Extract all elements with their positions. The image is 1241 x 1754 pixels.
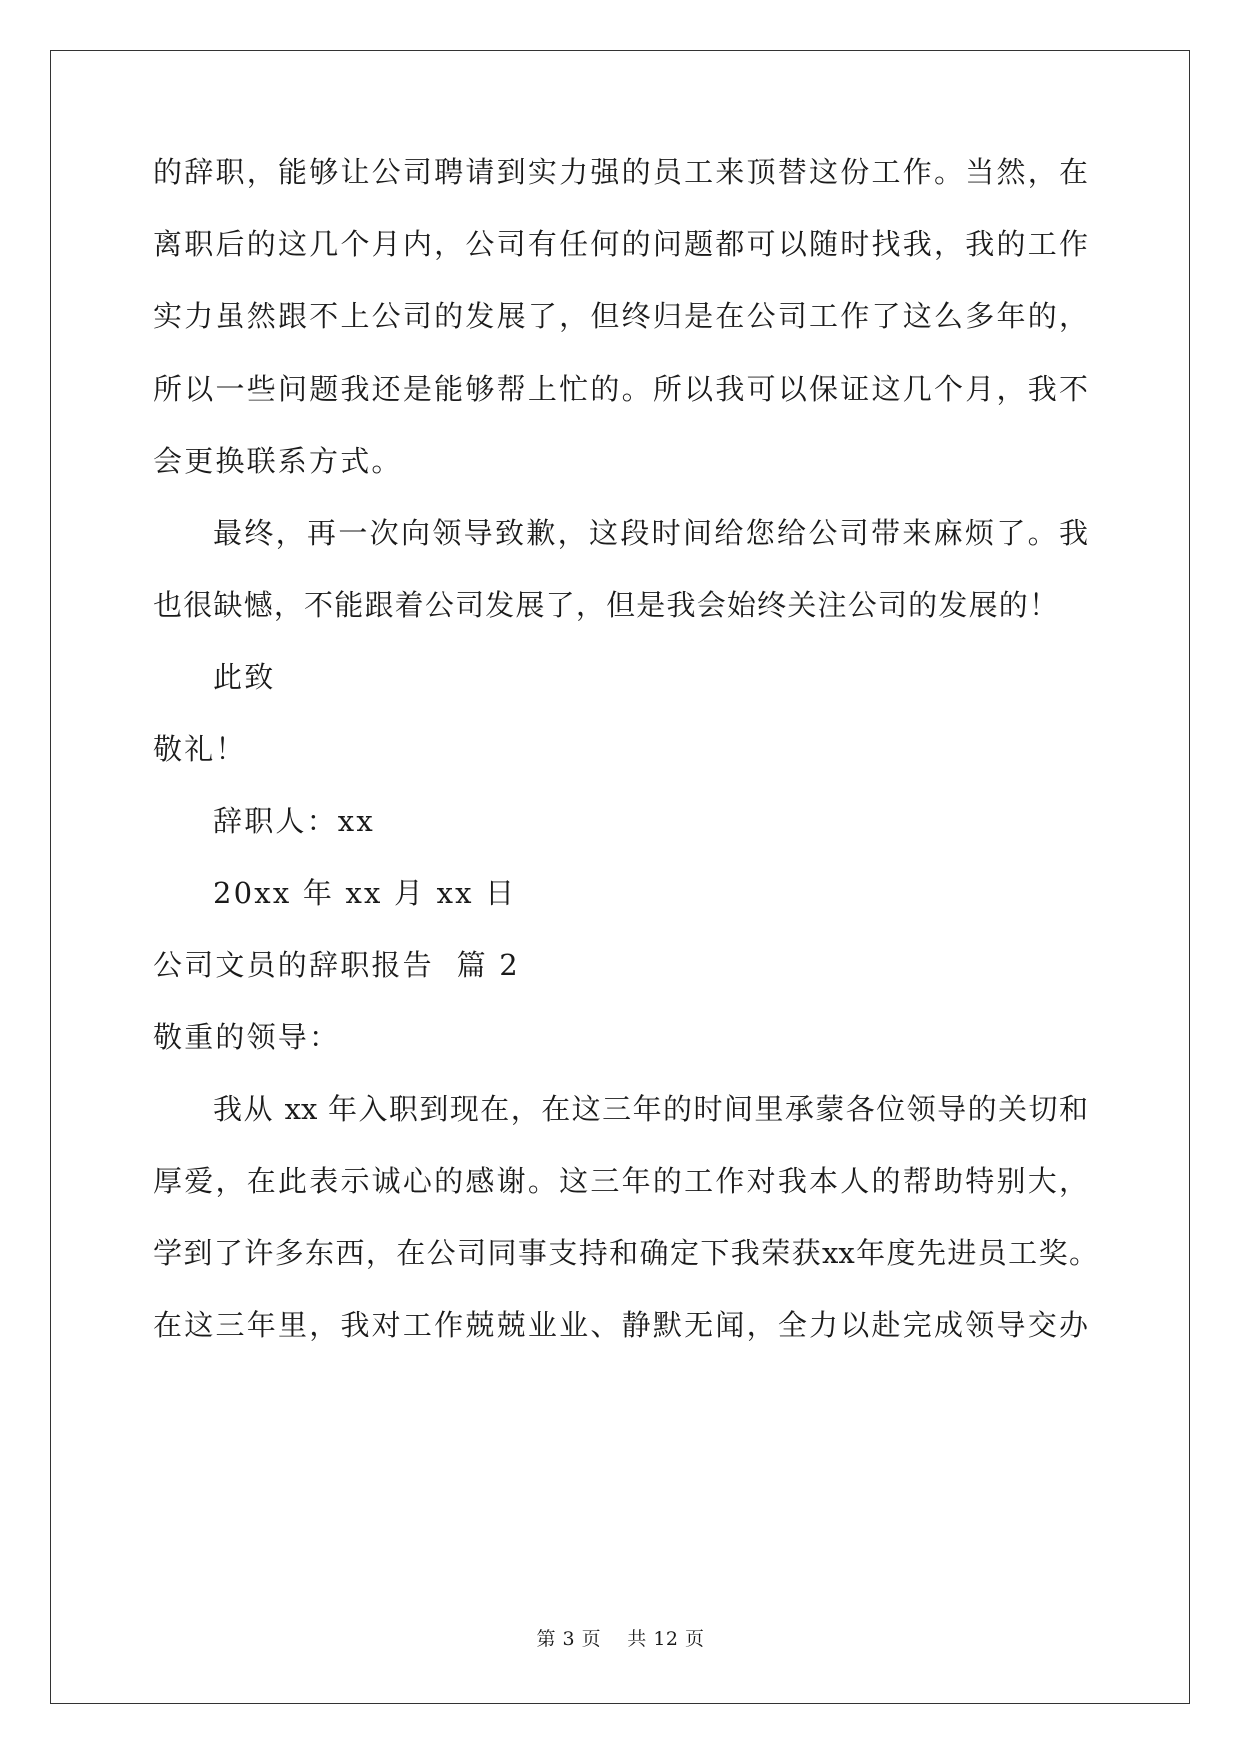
signature-text: 辞职人：xx bbox=[213, 804, 375, 838]
paragraph-line: 所以一些问题我还是能够帮上忙的。所以我可以保证这几个月，我不 bbox=[153, 372, 1088, 406]
paragraph-line: 会更换联系方式。 bbox=[153, 444, 403, 478]
salute-text: 敬礼！ bbox=[153, 732, 247, 766]
closing-text: 此致 bbox=[213, 660, 276, 694]
paragraph-line: 我从 xx 年入职到现在，在这三年的时间里承蒙各位领导的关切和 bbox=[213, 1092, 1088, 1126]
paragraph-line: 在这三年里，我对工作兢兢业业、静默无闻，全力以赴完成领导交办 bbox=[153, 1308, 1088, 1342]
greeting-text: 敬重的领导： bbox=[153, 1020, 341, 1054]
page-number-footer: 第 3 页 共 12 页 bbox=[536, 1628, 705, 1650]
paragraph-line: 离职后的这几个月内，公司有任何的问题都可以随时找我，我的工作 bbox=[153, 227, 1088, 261]
paragraph-line: 的辞职，能够让公司聘请到实力强的员工来顶替这份工作。当然，在 bbox=[153, 155, 1088, 189]
date-text: 20xx 年 xx 月 xx 日 bbox=[213, 876, 517, 910]
paragraph-line: 学到了许多东西，在公司同事支持和确定下我荣获xx年度先进员工奖。 bbox=[153, 1236, 1098, 1270]
paragraph-line: 也很缺憾，不能跟着公司发展了，但是我会始终关注公司的发展的！ bbox=[153, 588, 1058, 622]
paragraph-line: 实力虽然跟不上公司的发展了，但终归是在公司工作了这么多年的， bbox=[153, 299, 1088, 333]
paragraph-line: 最终，再一次向领导致歉，这段时间给您给公司带来麻烦了。我 bbox=[213, 516, 1088, 550]
paragraph-line: 厚爱，在此表示诚心的感谢。这三年的工作对我本人的帮助特别大， bbox=[153, 1164, 1088, 1198]
section-title: 公司文员的辞职报告 篇 2 bbox=[153, 948, 520, 982]
